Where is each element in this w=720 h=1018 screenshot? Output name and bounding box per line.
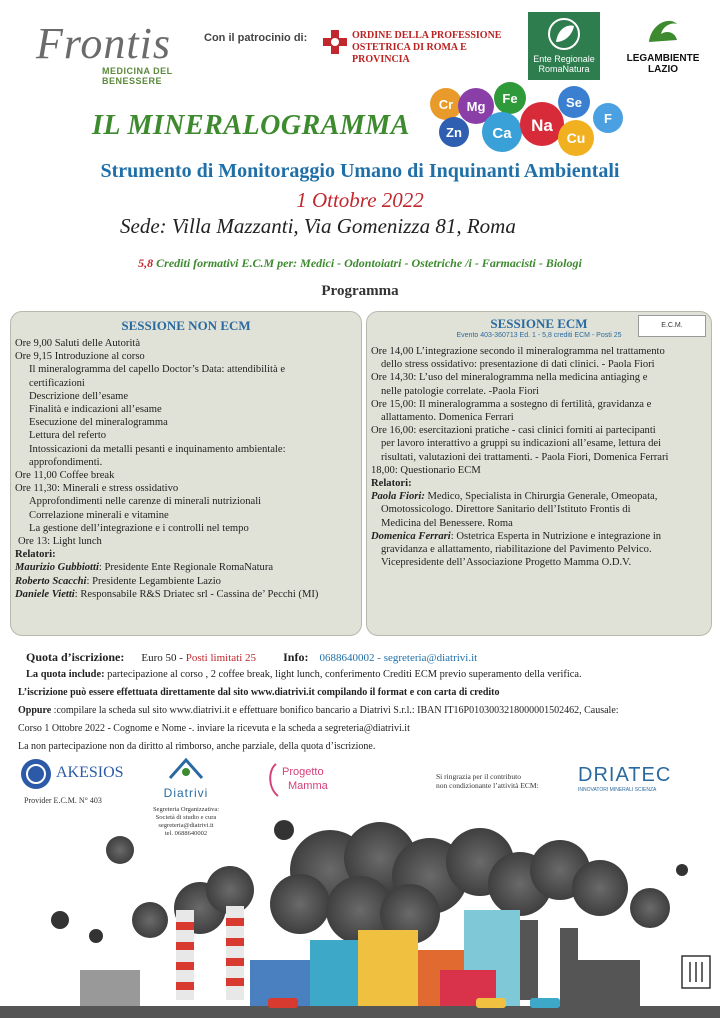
frontis-wordmark: Frontis <box>36 19 171 68</box>
relatore-role: : Presidente Legambiente Lazio <box>86 575 221 587</box>
schedule-line: approfondimenti. <box>29 456 103 468</box>
progetto-mamma-logo <box>266 762 346 802</box>
romanatura-line1: Ente Regionale <box>533 54 595 64</box>
session-ecm-panel <box>366 311 712 636</box>
session-non-ecm-title: SESSIONE NON ECM <box>121 318 251 333</box>
relatore-line: gravidanza e allattamento, riabilitazione del Pavimento Pelvico. <box>381 544 652 556</box>
relatore-line <box>15 588 361 601</box>
schedule-line: risultati, valutazioni dei trattamenti. - Paola Fiori, Domenica Ferrari <box>381 451 669 463</box>
relatore-role: Medico, Specialista in Chirurgia Generale, Omeopata, <box>424 491 658 503</box>
mineral-label: Cr <box>438 97 454 112</box>
relatore-line: Medicina del Benessere. Roma <box>381 517 513 529</box>
legambiente-line1: LEGAMBIENTE <box>626 53 700 64</box>
mineral-label: Se <box>566 95 582 110</box>
ordine-logo <box>322 28 512 65</box>
ground <box>0 1006 720 1018</box>
legambiente-line2: LAZIO <box>648 64 678 75</box>
schedule-line: Descrizione dell’esame <box>29 390 129 402</box>
session-ecm-title: SESSIONE ECM <box>490 316 588 331</box>
quota-posti: Posti limitati 25 <box>185 652 257 664</box>
bank-transfer <box>18 704 619 717</box>
session-non-ecm-body <box>15 337 361 601</box>
schedule-line: Ore 16,00: esercitazioni pratiche - casi clinici forniti ai partecipanti <box>371 425 656 437</box>
akesios-emblem-icon <box>20 758 52 790</box>
leaf-icon <box>544 16 584 52</box>
ecm-event-code: Evento 403-360713 Ed. 1 - 5,8 crediti ECM - Posti 25 <box>456 332 622 339</box>
minerals-bubbles <box>424 82 624 162</box>
schedule-line: Ore 9,15 Introduzione al corso <box>15 351 145 363</box>
relatore-line <box>371 490 711 503</box>
quota-include <box>26 668 582 681</box>
schedule-line: Ore 11,00 Coffee break <box>15 470 115 482</box>
oppure-label: Oppure <box>18 705 52 716</box>
programma-heading: Programma <box>321 283 399 299</box>
include-text: partecipazione al corso , 2 coffee break, light lunch, conferimento Crediti ECM previo superamento della verifica. <box>104 669 582 680</box>
legambiente-logo <box>618 12 708 80</box>
relatore-name: Maurizio Gubbiotti <box>15 562 99 574</box>
schedule-line: 18,00: Questionario ECM <box>371 464 481 476</box>
schedule-line: Intossicazioni da metalli pesanti e inquinamento ambientale: <box>29 443 286 455</box>
schedule-line: Ore 11,30: Minerali e stress ossidativo <box>15 483 179 495</box>
relatore-name: Daniele Vietti <box>15 588 75 600</box>
schedule-line: dello stress ossidativo: presentazione di dati clinici. - Paola Fiori <box>381 359 655 371</box>
frontis-subtitle: MEDICINA DEL BENESSERE <box>102 66 173 86</box>
schedule-line: Ore 15,00: Il mineralogramma a sostegno di fertilità, gravidanza e <box>371 398 652 410</box>
relatore-line <box>371 530 711 543</box>
info-label: Info: <box>283 650 309 664</box>
pollution-illustration <box>0 810 720 1018</box>
schedule-line: certificazioni <box>29 377 85 389</box>
schedule-line: nelle patologie correlate. -Paola Fiori <box>381 385 539 397</box>
schedule-line: Finalità e indicazioni all’esame <box>29 404 162 416</box>
crediti-text: Crediti formativi E.C.M per: Medici - Odontoiatri - Ostetriche /i - Farmacisti - Biologi <box>153 256 582 270</box>
mineral-label: Zn <box>446 125 462 140</box>
crediti-number: 5,8 <box>138 256 154 270</box>
ordine-cross-icon <box>322 28 348 56</box>
quota-amount: Euro 50 - <box>141 652 186 664</box>
schedule-line: Lettura del referto <box>29 430 107 442</box>
mineral-label: Fe <box>502 91 518 106</box>
diatrivi-word: Diatrivi <box>163 786 209 800</box>
mineral-label: F <box>604 111 612 126</box>
relatore-line: Vicepresidente dell’Associazione Progetto Mamma O.D.V. <box>381 557 632 569</box>
causale-line: Corso 1 Ottobre 2022 - Cognome e Nome -. inviare la ricevuta e la scheda a segreteria@diatrivi.it <box>18 723 410 734</box>
schedule-line: Ore 13: Light lunch <box>18 536 102 548</box>
oppure-text: :compilare la scheda sul sito www.diatrivi.it e effettuare bonifico bancario a Diatrivi S.r.l.: IBAN IT16P0103003218000001502462, Causale: <box>51 705 619 716</box>
diatrivi-mark-icon <box>166 756 206 782</box>
relatore-line: Omotossicologo. Direttore Sanitario dell’Istituto Frontis di <box>381 504 631 516</box>
ecm-badge: E.C.M. <box>638 315 706 337</box>
schedule-line: Esecuzione del mineralogramma <box>29 417 168 429</box>
relatore-role: : Presidente Ente Regionale RomaNatura <box>98 562 274 574</box>
mineral-label: Cu <box>566 130 586 146</box>
provider-label: Provider E.C.M. N° 403 <box>24 796 102 805</box>
driatec-logo <box>578 764 678 793</box>
trash-bin-icon <box>682 956 710 988</box>
schedule-line: Ore 14,30: L’uso del mineralogramma nella medicina antiaging e <box>371 372 648 384</box>
relatore-role: : Responsabile R&S Driatec srl - Cassina de’ Pecchi (MI) <box>74 588 319 600</box>
mineral-label: Na <box>531 116 553 135</box>
romanatura-line2: RomaNatura <box>538 64 590 74</box>
ordine-line1: ORDINE DELLA PROFESSIONE <box>352 30 502 41</box>
quota-row <box>26 646 477 665</box>
mineral-label: Ca <box>492 125 512 142</box>
crediti-line <box>0 256 720 271</box>
mamma-word: Mamma <box>288 780 328 792</box>
session-ecm-body <box>371 345 711 569</box>
quota-label: Quota d’iscrizione: <box>26 650 125 664</box>
relatori-label: Relatori: <box>15 549 56 561</box>
ordine-line2: OSTETRICA DI ROMA E PROVINCIA <box>352 42 467 65</box>
relatori-label: Relatori: <box>371 478 412 490</box>
session-non-ecm-panel <box>10 311 362 636</box>
patrocinio-label: Con il patrocinio di: <box>204 32 308 44</box>
schedule-line: Il mineralogramma del capello Doctor’s Data: attendibilità e <box>29 364 286 376</box>
schedule-line: Ore 9,00 Saluti delle Autorità <box>15 338 141 349</box>
segreteria-line: Società di studio e cura <box>155 814 217 821</box>
frontis-logo <box>36 18 196 86</box>
relatore-name: Paola Fiori: <box>371 491 425 503</box>
relatore-name: Domenica Ferrari <box>371 530 451 542</box>
ringrazia-line2: non condizionante l’attività ECM: <box>436 781 539 790</box>
schedule-line: Correlazione minerali e vitamine <box>29 509 169 521</box>
akesios-word: AKESIOS <box>56 764 124 781</box>
ringrazia-note <box>436 772 539 790</box>
schedule-line: per lavoro interattivo a gruppi su indicazioni all’esame, lettura dei <box>381 438 662 450</box>
segreteria-line: segreteria@diatrivi.it <box>158 822 214 829</box>
segreteria-line: Segreteria Organizzativa: <box>152 806 220 813</box>
akesios-logo <box>20 758 130 806</box>
schedule-line: Ore 14,00 L’integrazione secondo il mineralogramma nel trattamento <box>371 346 665 357</box>
relatore-line <box>15 561 361 574</box>
driatec-word: DRIATEC <box>578 764 672 786</box>
event-date: 1 Ottobre 2022 <box>296 188 424 212</box>
ringrazia-line1: Si ringrazia per il contributo <box>436 772 521 781</box>
segreteria-line: tel. 0688640002 <box>164 830 208 837</box>
schedule-line: Approfondimenti nelle carenze di minerali nutrizionali <box>29 496 262 508</box>
mineral-label: Mg <box>466 99 486 114</box>
relatore-name: Roberto Scacchi <box>15 575 87 587</box>
online-registration: L’iscrizione può essere effettuata direttamente dal sito www.diatrivi.it compilando il format e con carta di credito <box>18 687 500 698</box>
driatec-sub: INNOVATORI MINERALI SCIENZA <box>578 787 657 793</box>
schedule-line: allattamento. Domenica Ferrari <box>381 412 514 424</box>
relatore-line <box>15 575 361 588</box>
info-contact[interactable]: 0688640002 - segreteria@diatrivi.it <box>319 652 478 664</box>
relatore-role: : Ostetrica Esperta in Nutrizione e integrazione in <box>450 530 662 542</box>
progetto-word: Progetto <box>282 766 324 778</box>
schedule-line: La gestione dell’integrazione e i controlli nel tempo <box>29 522 249 534</box>
page-title: IL MINERALOGRAMMA <box>92 110 410 141</box>
subtitle: Strumento di Monitoraggio Umano di Inquinanti Ambientali <box>100 160 620 182</box>
event-venue: Sede: Villa Mazzanti, Via Gomenizza 81, Roma <box>120 214 516 238</box>
include-label: La quota include: <box>26 669 105 680</box>
rimborso-line: La non partecipazione non da diritto al rimborso, anche parziale, della quota d’iscrizione. <box>18 741 376 752</box>
romanatura-logo <box>528 12 600 80</box>
legambiente-swan-icon <box>643 12 683 50</box>
